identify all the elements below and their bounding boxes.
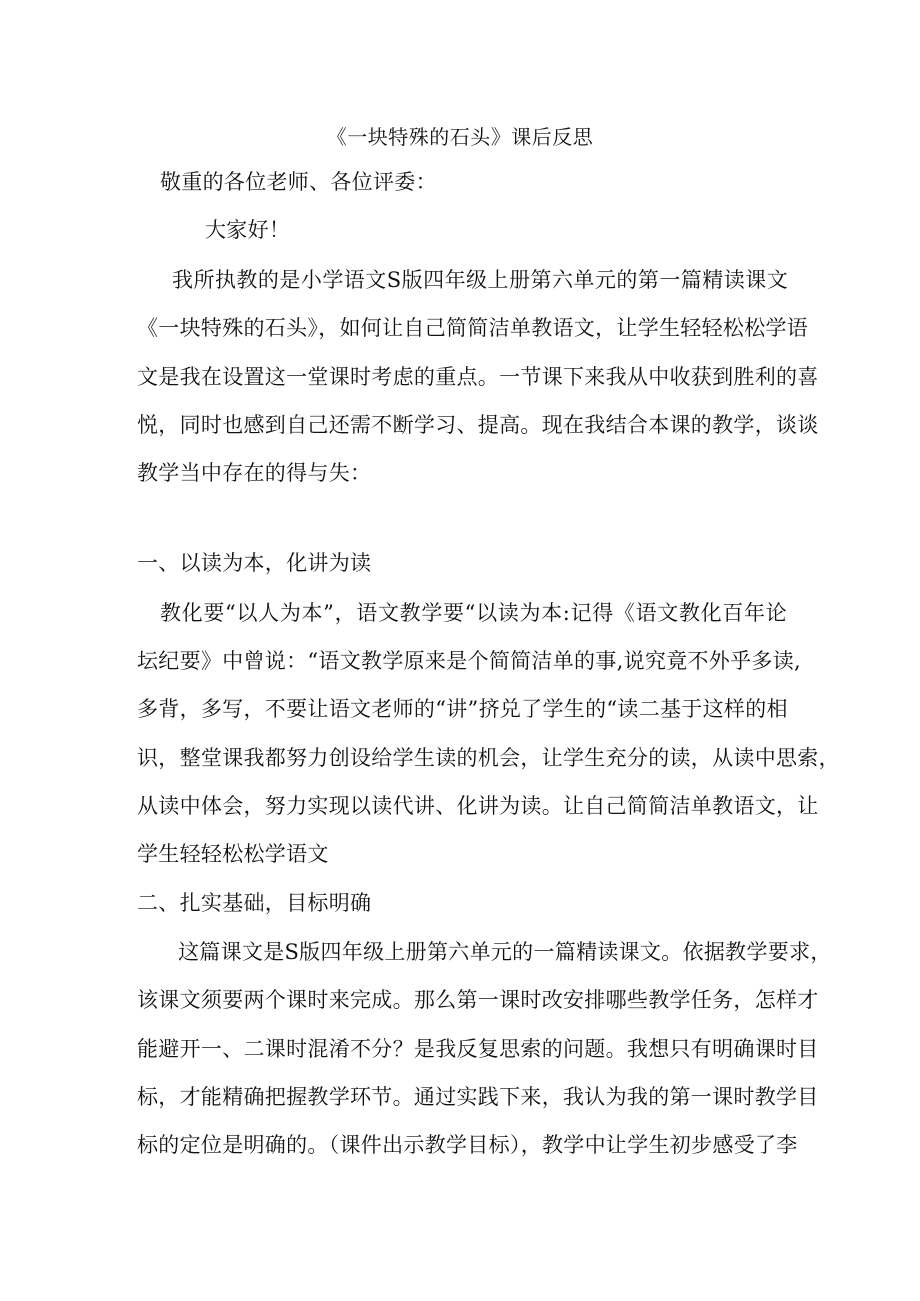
intro-line-3: 文是我在设置这一堂课时考虑的重点。一节课下来我从中收获到胜利的喜: [137, 365, 819, 389]
section1-line-5: 从读中体会，努力实现以读代讲、化讲为读。让自己简简洁单教语文，让: [137, 794, 819, 818]
salutation: 敬重的各位老师、各位评委：: [160, 170, 437, 194]
section1-line-1: 教化要“以人为本”，语文教学要“以读为本:记得《语文教化百年论: [160, 601, 787, 625]
section2-line-1: 这篇课文是S版四年级上册第六单元的一篇精读课文。依据教学要求，: [178, 940, 832, 964]
intro-line-1: 我所执教的是小学语文S版四年级上册第六单元的第一篇精读课文: [172, 268, 788, 292]
greeting: 大家好！: [205, 218, 291, 242]
section2-line-3: 能避开一、二课时混淆不分？是我反复思索的问题。我想只有明确课时目: [137, 1037, 819, 1061]
section1-line-6: 学生轻轻松松学语文: [137, 842, 329, 866]
section1-line-4: 识，整堂课我都努力创设给学生读的机会，让学生充分的读，从读中思索，: [137, 746, 840, 770]
intro-line-4: 悦，同时也感到自己还需不断学习、提高。现在我结合本课的教学，谈谈: [137, 413, 819, 437]
intro-line-5: 教学当中存在的得与失：: [137, 461, 372, 485]
section1-heading: 一、以读为本，化讲为读: [137, 551, 372, 575]
section1-line-2: 坛纪要》中曾说：“语文教学原来是个简简洁单的事,说究竟不外乎多读,: [137, 649, 801, 673]
section2-line-2: 该课文须要两个课时来完成。那么第一课时改安排哪些教学任务，怎样才: [137, 988, 819, 1012]
section2-line-5: 标的定位是明确的。（课件出示教学目标），教学中让学生初步感受了李: [137, 1133, 798, 1157]
document-title: 《一块特殊的石头》课后反思: [326, 125, 594, 149]
intro-line-2: 《一块特殊的石头》，如何让自己简简洁单教语文，让学生轻轻松松学语: [137, 316, 809, 340]
section1-line-3: 多背，多写，不要让语文老师的“讲”挤兑了学生的“读二基于这样的相: [137, 697, 788, 721]
section2-line-4: 标，才能精确把握教学环节。通过实践下来，我认为我的第一课时教学目: [137, 1085, 819, 1109]
section2-heading: 二、扎实基础，目标明确: [137, 891, 372, 915]
